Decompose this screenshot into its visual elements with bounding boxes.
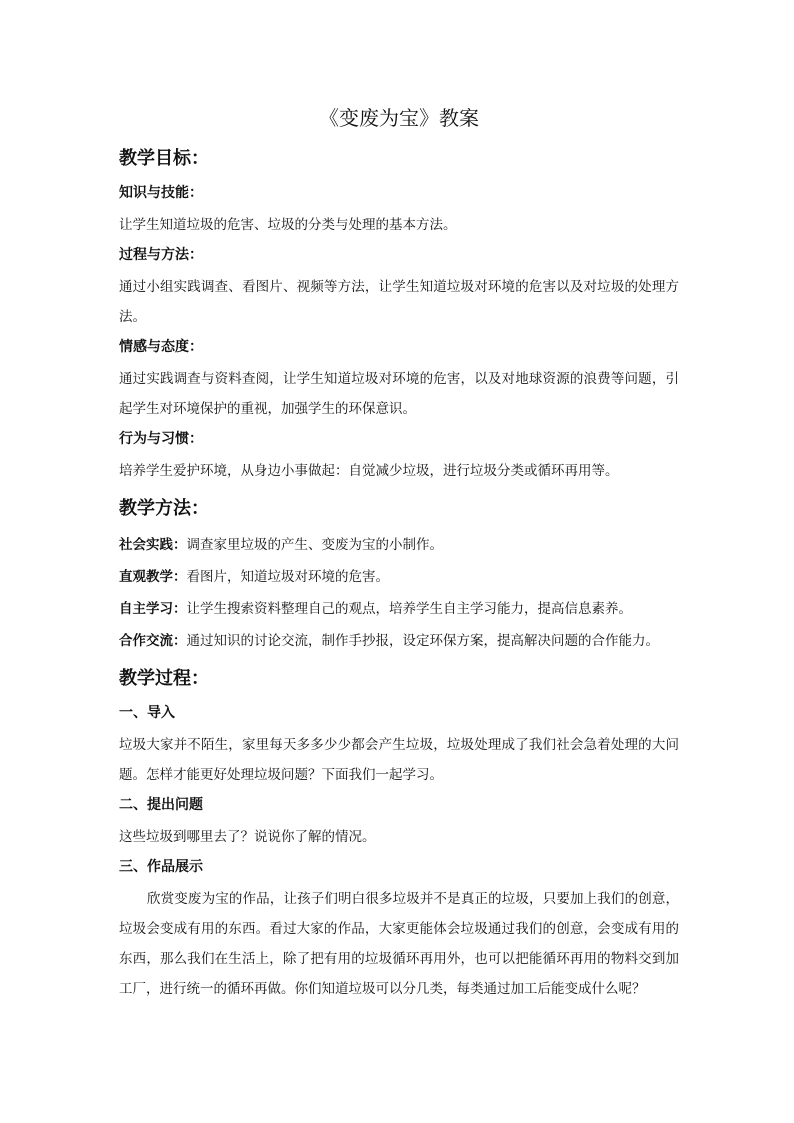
process-method-label: 过程与方法： <box>119 247 203 263</box>
emotion-attitude-text: 通过实践调查与资料查阅，让学生知道垃圾对环境的危害，以及对地球资源的浪费等问题，引起学生对环境保护的重视，加强学生的环保意识。 <box>119 371 679 417</box>
behavior-habit-text: 培养学生爱护环境，从身边小事做起：自觉减少垃圾，进行垃圾分类或循环再用等。 <box>119 463 619 479</box>
knowledge-skills-label: 知识与技能： <box>119 185 203 201</box>
method-item <box>119 530 679 560</box>
method-text: 让学生搜索资料整理自己的观点，培养学生自主学习能力，提高信息素养。 <box>186 601 632 617</box>
methods-heading: 教学方法： <box>119 498 209 519</box>
method-item <box>119 594 679 624</box>
method-item <box>119 626 679 656</box>
method-label: 合作交流： <box>119 633 187 649</box>
lesson-plan-body <box>119 100 679 1006</box>
intro-label: 一、导入 <box>119 705 175 721</box>
method-label: 直观教学： <box>119 569 187 585</box>
method-item <box>119 562 679 592</box>
method-text: 通过知识的讨论交流，制作手抄报，设定环保方案，提高解决问题的合作能力。 <box>186 633 659 649</box>
teaching-process-heading: 教学过程： <box>119 668 209 689</box>
showcase-label: 三、作品展示 <box>119 859 203 875</box>
knowledge-skills-text: 让学生知道垃圾的危害、垃圾的分类与处理的基本方法。 <box>119 217 457 233</box>
question-label: 二、提出问题 <box>119 797 203 813</box>
method-text: 看图片，知道垃圾对环境的危害。 <box>186 569 389 585</box>
behavior-habit-label: 行为与习惯： <box>119 431 203 447</box>
objectives-heading: 教学目标： <box>119 148 209 169</box>
method-label: 自主学习： <box>119 601 187 617</box>
process-method-text: 通过小组实践调查、看图片、视频等方法，让学生知道垃圾对环境的危害以及对垃圾的处理方法。 <box>119 279 679 325</box>
showcase-text: 欣赏变废为宝的作品，让孩子们明白很多垃圾并不是真正的垃圾，只要加上我们的创意，垃圾会变成有用的东西。看过大家的作品，大家更能体会垃圾通过我们的创意，会变成有用的东西，那么我们在生活上，除了把有用的垃圾循环再用外，也可以把能循环再用的物料交到加工厂，进行统一的循环再做。你们知道垃圾可以分几类，每类通过加工后能变成什么呢？ <box>119 891 679 997</box>
method-label: 社会实践： <box>119 537 187 553</box>
method-text: 调查家里垃圾的产生、变废为宝的小制作。 <box>186 537 443 553</box>
emotion-attitude-label: 情感与态度： <box>119 339 203 355</box>
question-text: 这些垃圾到哪里去了？说说你了解的情况。 <box>119 829 376 845</box>
document-title: 《变废为宝》教案 <box>319 106 479 130</box>
intro-text: 垃圾大家并不陌生，家里每天多多少少都会产生垃圾，垃圾处理成了我们社会急着处理的大问题。怎样才能更好处理垃圾问题？下面我们一起学习。 <box>119 737 679 783</box>
